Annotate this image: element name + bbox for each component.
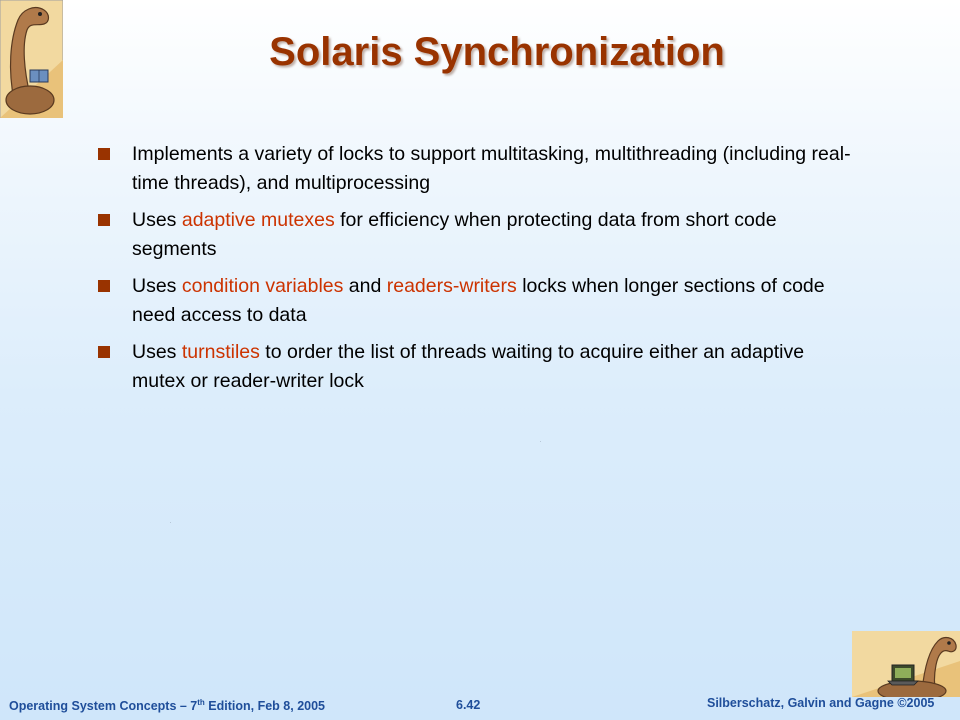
bullet-item	[96, 272, 856, 330]
highlighted-term: adaptive mutexes	[181, 209, 335, 231]
footer-book-title-prefix: Operating System Concepts – 7	[9, 699, 198, 714]
bullet-text-part: for efficiency when protecting data from short code segments	[132, 209, 777, 260]
bullet-text-part: to order the list of threads waiting to acquire either an adaptive mutex or reader-writer lock	[132, 341, 805, 392]
highlighted-term: condition variables	[181, 275, 344, 297]
bullet-text-part: Uses	[132, 275, 182, 297]
bullet-text-part: Uses	[132, 209, 182, 231]
footer-page-number: 6.42	[456, 698, 481, 712]
bullet-item	[96, 206, 856, 264]
square-bullet-icon	[98, 346, 110, 358]
speck-dot	[540, 441, 541, 442]
bullet-item	[96, 140, 856, 198]
slide-title: Solaris Synchronization	[269, 30, 725, 74]
footer-book-title-suffix: Edition, Feb 8, 2005	[204, 699, 326, 714]
bullet-item	[96, 338, 856, 396]
square-bullet-icon	[98, 280, 110, 292]
footer-copyright: Silberschatz, Galvin and Gagne ©2005	[707, 696, 935, 710]
highlighted-term: turnstiles	[181, 341, 260, 363]
square-bullet-icon	[98, 148, 110, 160]
footer-book-title	[9, 698, 325, 713]
bullet-text-part: and	[343, 275, 387, 297]
square-bullet-icon	[98, 214, 110, 226]
dinosaur-laptop-icon	[852, 631, 960, 697]
footer-edition-superscript: th	[197, 698, 205, 707]
bullet-list	[96, 140, 856, 404]
speck-dot	[170, 522, 171, 523]
bullet-text-part: locks when longer sections of code need access to data	[132, 275, 825, 326]
highlighted-term: readers-writers	[386, 275, 517, 297]
bullet-text-part: Implements a variety of locks to support multitasking, multithreading (including real-time threads), and multiprocessing	[132, 143, 851, 194]
bullet-text-part: Uses	[132, 341, 182, 363]
